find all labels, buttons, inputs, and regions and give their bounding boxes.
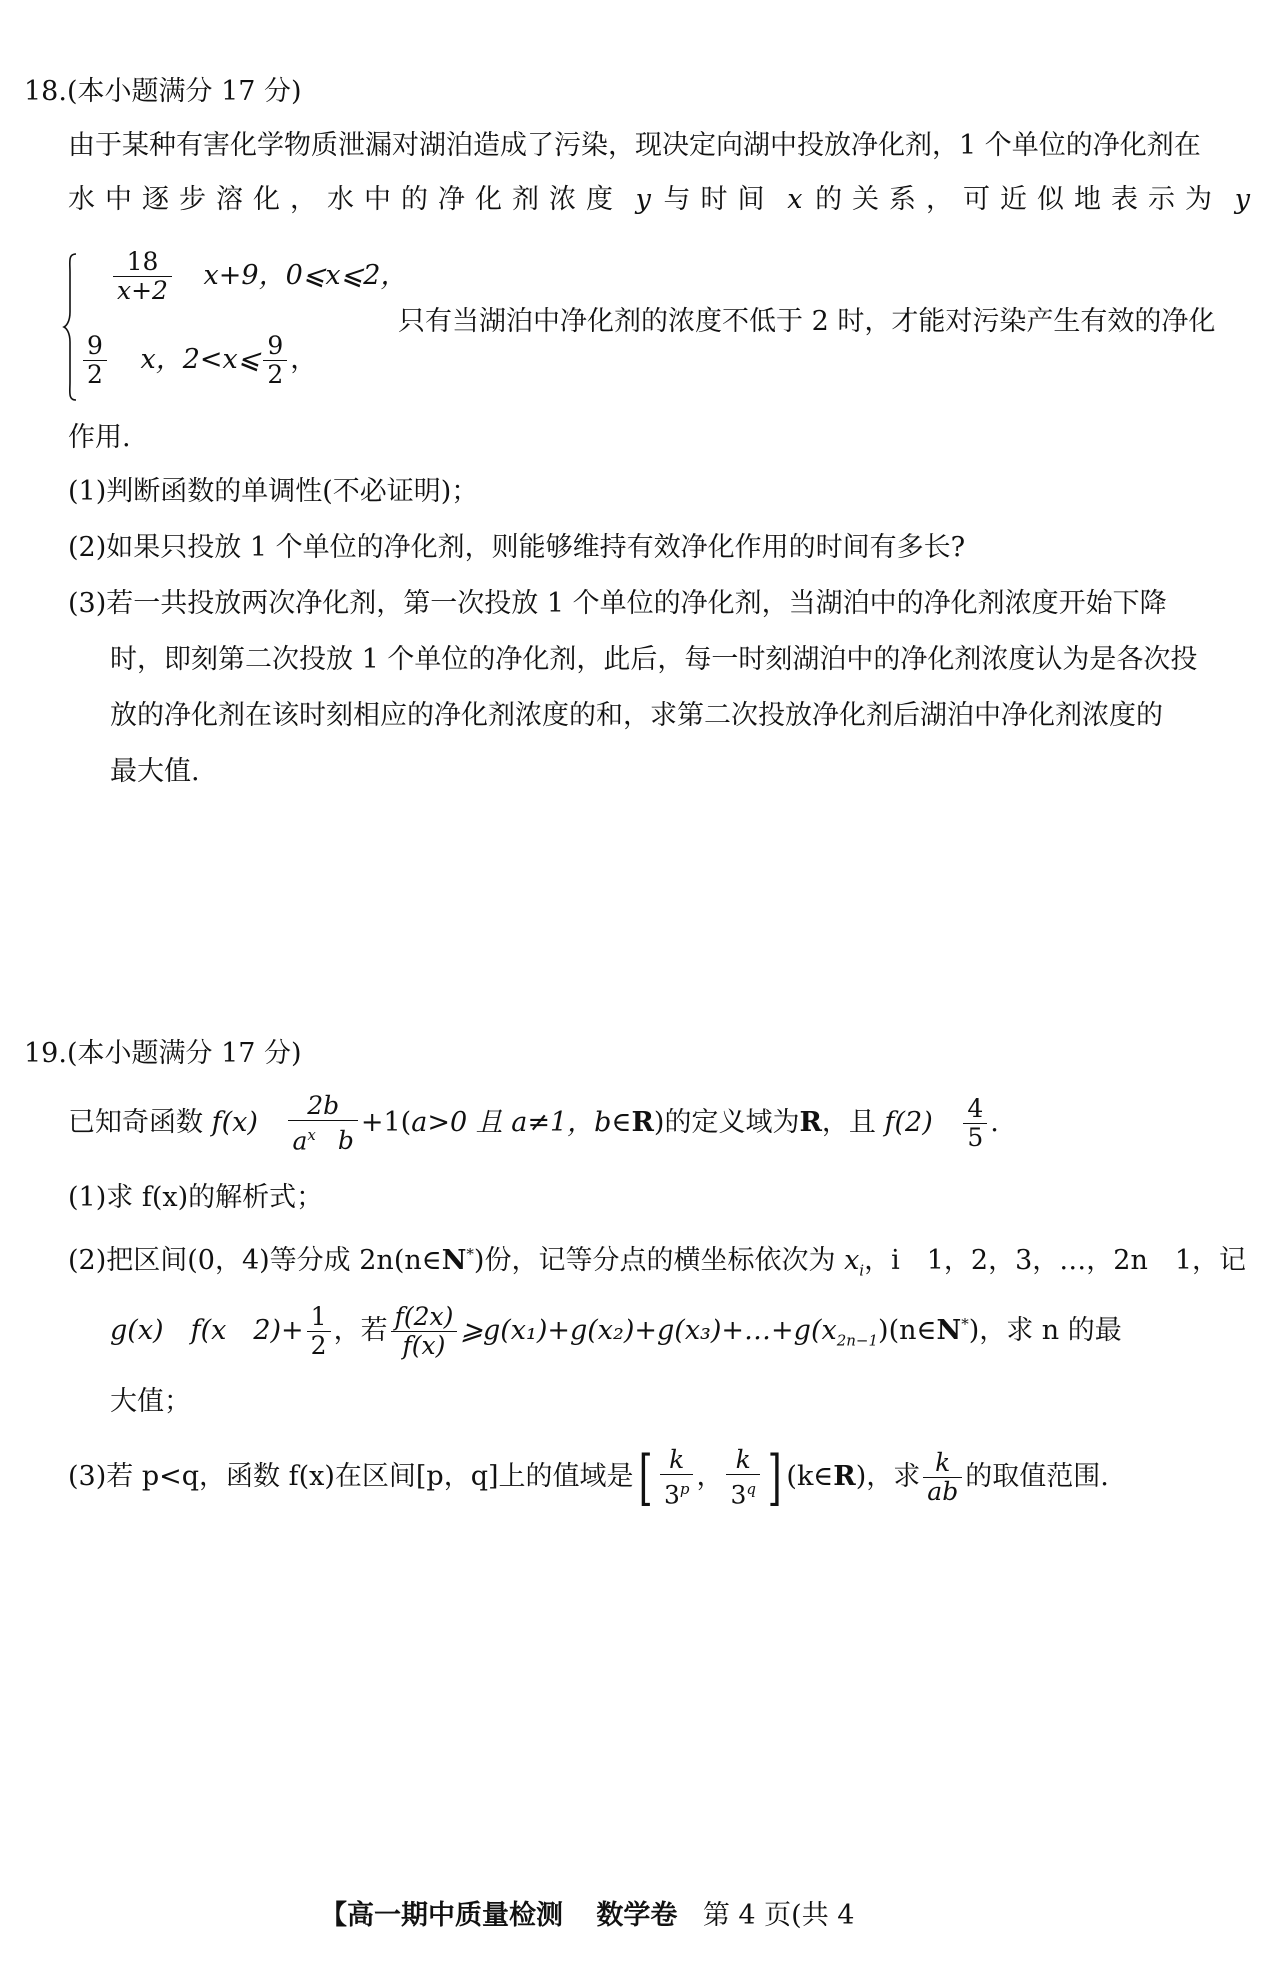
- piece1-den: x+2: [117, 276, 168, 305]
- piece1-tail: x+9，0⩽x⩽2，: [203, 260, 408, 291]
- piece2-num: 9: [83, 332, 107, 361]
- q19-sub2-xi-sub: i: [859, 1261, 865, 1280]
- piece2-mid: x，2<x⩽: [140, 344, 261, 375]
- q19-den3p: [660, 1475, 694, 1509]
- q19-number: 19.: [24, 1038, 67, 1069]
- q19-num: 2b: [288, 1092, 357, 1121]
- q19-ab: ab: [927, 1477, 959, 1506]
- q19-den3q-sup: q: [746, 1479, 756, 1498]
- q19-f2: f(2): [884, 1107, 933, 1139]
- q19-header: [24, 1036, 302, 1072]
- q19-k3p: [660, 1446, 694, 1509]
- piece2-fraction: [83, 332, 107, 389]
- q19-sub2-c: ，i 1，2，3，…，2n 1，记: [864, 1245, 1247, 1276]
- q19-num2: 4: [963, 1095, 987, 1124]
- q19-k-ab: [923, 1449, 962, 1506]
- q19-ratio-num: f(2x): [391, 1303, 458, 1332]
- q18-intro2-b: 与时间: [663, 184, 775, 215]
- q18-sub3-line1: (3)若一共投放两次净化剂，第一次投放 1 个单位的净化剂，当湖泊中的净化剂浓度开始下降: [68, 588, 1167, 619]
- q19-k3: k: [923, 1449, 962, 1478]
- q18-intro2-c: 的关系，可近似地表示为: [815, 184, 1223, 215]
- q19-den-sup: x: [307, 1126, 316, 1144]
- footer-page: 第 4 页(共 4: [702, 1900, 855, 1931]
- q19-den3q: [726, 1475, 760, 1509]
- q19-sub2-line2: g(x) f(x 2)+ $\frac{1}{2}$ ，若 $\frac{f(2x)}{f(x)}$ $⩾g(x_1)+g(x_2)+g(x_3)+\dots+g(x_{2n-1})(n\in N^*)$，求 n 的最: [110, 1302, 1122, 1360]
- q19-den: [288, 1121, 357, 1155]
- q19-den-a: a: [292, 1126, 308, 1156]
- q19-intro-end: .: [990, 1107, 999, 1139]
- q19-fx: f(x): [211, 1107, 258, 1139]
- q18-var-x: x: [787, 184, 803, 215]
- q19-sub2-if: ，若: [333, 1315, 388, 1346]
- q18-var-y: y: [635, 184, 651, 215]
- q18-sub3-line3: 放的净化剂在该时刻相应的净化剂浓度的和，求第二次投放净化剂后湖泊中净化剂浓度的: [110, 700, 1163, 731]
- piece1-num: 18: [113, 248, 172, 277]
- q18-intro-line1: 由于某种有害化学物质泄漏对湖泊造成了污染，现决定向湖中投放净化剂，1 个单位的净化剂在: [68, 130, 1201, 161]
- q19-sub2-line3: 大值；: [110, 1386, 191, 1417]
- q19-sub2-N2: N: [936, 1315, 962, 1346]
- q18-number: 18.: [24, 76, 67, 107]
- footer-subject: 数学卷: [596, 1900, 678, 1931]
- left-bracket-icon: [: [638, 1442, 653, 1513]
- q19-sub2-N: N: [441, 1245, 467, 1276]
- q18-sub1: (1)判断函数的单调性(不必证明)；: [68, 476, 479, 507]
- q19-k1: k: [660, 1446, 694, 1475]
- q19-sub3-d: 的取值范围.: [965, 1461, 1109, 1492]
- q19-den3q-base: 3: [730, 1480, 747, 1510]
- q19-intro-R2: R: [799, 1107, 822, 1139]
- q19-score: (本小题满分 17 分): [66, 1038, 302, 1069]
- q19-sub2-line1: (2)把区间(0，4)等分成 2n(n∈N*)份，记等分点的横坐标依次为 $x_i$，i 1，2，3，…，2n 1，记: [68, 1245, 1247, 1280]
- q19-ratio: [391, 1303, 458, 1360]
- q19-intro-d: ，且: [821, 1107, 876, 1139]
- piece-2: [80, 332, 317, 389]
- piece-1: [110, 248, 407, 305]
- q19-ratio-den: f(x): [402, 1331, 446, 1360]
- piece2-end: ，: [290, 344, 318, 375]
- q19-sub2-b: )份，记等分点的横坐标依次为: [473, 1245, 836, 1276]
- q19-sub2-sum-end: )(n∈: [878, 1315, 937, 1346]
- q18-score: (本小题满分 17 分): [66, 76, 302, 107]
- q19-intro-R: R: [631, 1107, 654, 1139]
- q18-intro2-a: 水中逐步溶化，水中的净化剂浓度: [68, 184, 623, 215]
- q19-intro: [68, 1092, 999, 1155]
- q19-sub2-sum-sub: 2n−1: [836, 1331, 879, 1350]
- q19-intro-c: )的定义域为: [653, 1107, 800, 1139]
- q19-sub2-tail: )，求 n 的最: [968, 1315, 1122, 1346]
- piece2-fraction2: [263, 332, 287, 389]
- q18-sub3-line4: 最大值.: [110, 756, 200, 787]
- q19-k2: k: [726, 1446, 760, 1475]
- q19-sub2-gx: g(x) f(x 2)+: [110, 1315, 304, 1346]
- q19-fraction: [288, 1092, 357, 1155]
- piece2-den: 2: [87, 360, 103, 389]
- q18-var-y2: y: [1234, 184, 1250, 215]
- footer-bracket: 【: [320, 1900, 347, 1931]
- piece2-den2: 2: [267, 360, 284, 389]
- q19-den2: 5: [967, 1123, 984, 1153]
- q19-k3q: [726, 1446, 760, 1509]
- q18-sub3-line2: 时，即刻第二次投放 1 个单位的净化剂，此后，每一时刻湖泊中的净化剂浓度认为是各次投: [110, 644, 1198, 675]
- q19-sub2-a: (2)把区间(0，4)等分成 2n(n∈: [68, 1245, 442, 1276]
- q19-den-b: b: [337, 1126, 354, 1156]
- piece1-fraction: [113, 248, 172, 305]
- q19-half-num: 1: [307, 1303, 331, 1332]
- q19-den3p-base: 3: [663, 1480, 680, 1510]
- q19-sub3-b: (k∈: [786, 1461, 834, 1492]
- q19-half-den: 2: [310, 1331, 327, 1360]
- q18-intro-line2: [68, 182, 1250, 218]
- q18-condition-end: 作用.: [68, 422, 131, 453]
- q18-sub2: (2)如果只投放 1 个单位的净化剂，则能够维持有效净化作用的时间有多长?: [68, 532, 966, 563]
- footer-title: 高一期中质量检测: [347, 1900, 563, 1931]
- right-bracket-icon: ]: [767, 1442, 782, 1513]
- q19-den3p-sup: p: [679, 1479, 690, 1498]
- q19-sub1: (1)求 f(x)的解析式；: [68, 1182, 324, 1213]
- q19-sub3-c: )，求: [855, 1461, 921, 1492]
- q19-half: [307, 1303, 331, 1360]
- q18-header: [24, 74, 302, 110]
- q19-sub2-xi: x: [844, 1245, 860, 1276]
- page-footer: [320, 1898, 854, 1934]
- piecewise-brace-icon: [62, 252, 80, 402]
- q19-intro-cond: a>0 且 a≠1，b∈: [411, 1107, 632, 1139]
- q19-fraction2: [963, 1095, 987, 1152]
- q19-sub3-comma: ，: [696, 1461, 724, 1492]
- q19-sub2-sum: ⩾g(x₁)+g(x₂)+g(x₃)+…+g(x: [460, 1315, 837, 1346]
- q19-sub3: [68, 1442, 1109, 1512]
- q19-sub3-a: (3)若 p<q，函数 f(x)在区间[p，q]上的值域是: [68, 1461, 634, 1492]
- q19-intro-b: +1(: [360, 1107, 412, 1139]
- q19-sub3-R: R: [833, 1461, 856, 1492]
- q18-condition: 只有当湖泊中净化剂的浓度不低于 2 时，才能对污染产生有效的净化: [398, 306, 1216, 337]
- piece2-num2: 9: [263, 332, 287, 361]
- q19-intro-a: 已知奇函数: [68, 1107, 203, 1139]
